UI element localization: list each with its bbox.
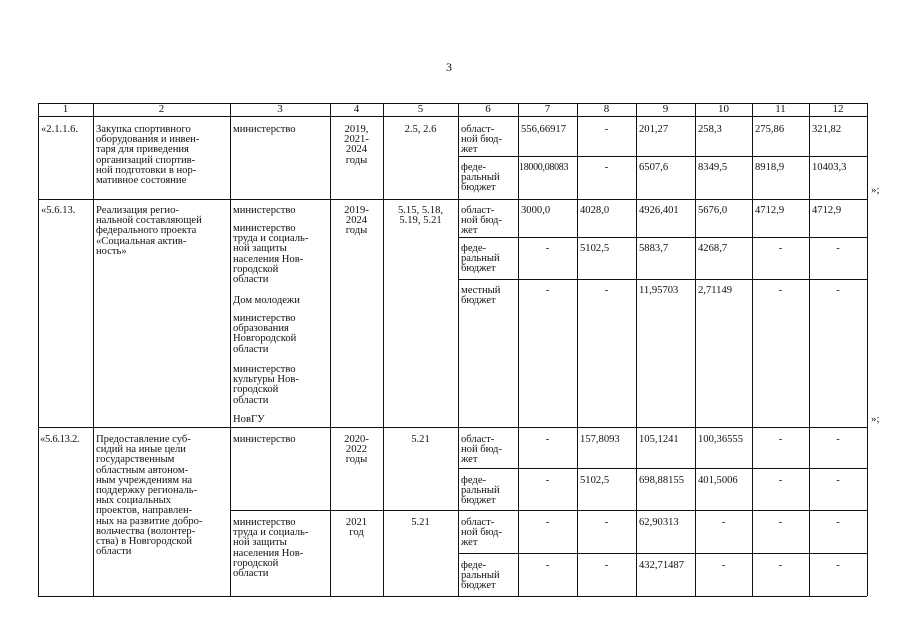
budget-value: -	[778, 517, 783, 528]
budget-value: 105,1241	[639, 434, 679, 445]
col-border	[867, 103, 868, 596]
budget-value: -	[778, 243, 783, 254]
column-header: 8	[603, 103, 610, 115]
budget-value: 8349,5	[698, 162, 728, 173]
row-period: 2020- 2022 годы	[344, 434, 369, 466]
budget-value: 11,95703	[639, 285, 679, 296]
budget-value: 4712,9	[755, 205, 785, 216]
row-code: «5.6.13.2.	[40, 434, 80, 445]
col-border	[636, 103, 637, 596]
budget-source: област- ной бюд- жет	[461, 517, 502, 549]
budget-value: -	[721, 517, 726, 528]
column-header: 1	[62, 103, 69, 115]
budget-value: -	[721, 560, 726, 571]
column-header: 12	[832, 103, 844, 115]
row-divider	[458, 468, 867, 469]
row-executor: министерство образования Новгородской области	[233, 313, 297, 355]
row-targets: 5.21	[411, 517, 430, 528]
row-executor: министерство труда и социаль- ной защиты населения Нов- городской области	[233, 223, 309, 286]
budget-value: 100,36555	[698, 434, 744, 445]
row-divider	[458, 156, 867, 157]
budget-value: 321,82	[812, 124, 842, 135]
row-targets: 2.5, 2.6	[404, 124, 437, 135]
budget-value: 4712,9	[812, 205, 842, 216]
budget-value: 157,8093	[580, 434, 620, 445]
budget-value: -	[836, 475, 840, 486]
row-divider	[38, 199, 867, 200]
budget-value: 432,71487	[639, 560, 685, 571]
budget-source: област- ной бюд- жет	[461, 124, 502, 156]
closing-quote: »;	[871, 413, 880, 425]
row-period: 2021 год	[345, 517, 368, 539]
budget-value: -	[836, 560, 840, 571]
row-targets: 5.21	[411, 434, 430, 445]
budget-value: 18000,08083	[519, 162, 569, 173]
budget-value: 62,90313	[639, 517, 679, 528]
row-executor: министерство	[233, 434, 296, 445]
budget-value: -	[604, 285, 609, 296]
col-border	[38, 103, 39, 596]
budget-value: -	[836, 434, 840, 445]
budget-value: 698,88155	[639, 475, 685, 486]
budget-value: -	[778, 285, 783, 296]
budget-value: -	[604, 162, 609, 173]
budget-source: феде- ральный бюджет	[461, 475, 500, 507]
budget-value: -	[545, 517, 550, 528]
budget-value: -	[604, 517, 609, 528]
budget-source: феде- ральный бюджет	[461, 560, 500, 592]
budget-value: -	[778, 475, 783, 486]
budget-value: -	[836, 285, 840, 296]
budget-value: -	[778, 560, 783, 571]
budget-source: местный бюджет	[461, 285, 501, 307]
budget-value: -	[545, 285, 550, 296]
column-header: 7	[544, 103, 551, 115]
budget-value: 3000,0	[521, 205, 551, 216]
column-header: 11	[775, 103, 786, 115]
row-executor: министерство	[233, 205, 296, 216]
budget-value: -	[604, 560, 609, 571]
row-executor: Дом молодежи	[233, 295, 300, 306]
column-header: 4	[353, 103, 360, 115]
row-name: Реализация регио- нальной составляющей федерального проекта «Социальная актив- ность»	[96, 205, 202, 257]
budget-value: -	[604, 124, 609, 135]
row-code: «2.1.1.6.	[41, 124, 79, 135]
budget-value: 4028,0	[580, 205, 610, 216]
budget-source: област- ной бюд- жет	[461, 205, 502, 237]
budget-value: 5102,5	[580, 475, 610, 486]
column-header: 6	[485, 103, 491, 115]
column-header: 2	[158, 103, 165, 115]
budget-value: 4268,7	[698, 243, 728, 254]
column-header: 3	[277, 103, 283, 115]
row-period: 2019, 2021- 2024 годы	[344, 124, 369, 166]
row-name: Предоставление суб- сидий на иные цели государственным областным автоном- ным учреждениям на поддержку региональ- ных социальных проектов, направлен- ных на развитие добро- вольчества (волонтер- ства) в Новгородской области	[96, 434, 203, 558]
table-border-bottom	[38, 596, 867, 597]
budget-value: 258,3	[698, 124, 722, 135]
column-header: 5	[417, 103, 424, 115]
column-header: 9	[662, 103, 669, 115]
row-name: Закупка спортивного оборудования и инвен- таря для приведения организаций спортив- ной подготовки в нор- мативное состояние	[96, 124, 200, 187]
budget-source: феде- ральный бюджет	[461, 162, 500, 194]
row-period: 2019- 2024 годы	[344, 205, 369, 237]
budget-value: -	[545, 434, 550, 445]
budget-value: 6507,6	[639, 162, 669, 173]
row-executor: НовГУ	[233, 414, 265, 425]
row-divider	[458, 279, 867, 280]
budget-value: 5883,7	[639, 243, 669, 254]
budget-value: -	[836, 517, 840, 528]
col-border	[458, 103, 459, 596]
budget-value: 5676,0	[698, 205, 728, 216]
budget-value: 4926,401	[639, 205, 679, 216]
col-border	[230, 103, 231, 596]
budget-value: 275,86	[755, 124, 785, 135]
budget-value: 8918,9	[755, 162, 785, 173]
budget-source: област- ной бюд- жет	[461, 434, 502, 466]
budget-value: -	[778, 434, 783, 445]
budget-value: 556,66917	[521, 124, 567, 135]
row-divider	[458, 553, 867, 554]
budget-value: 5102,5	[580, 243, 610, 254]
budget-value: 201,27	[639, 124, 669, 135]
row-divider	[38, 427, 867, 428]
row-executor: министерство	[233, 124, 296, 135]
budget-value: -	[545, 560, 550, 571]
budget-source: феде- ральный бюджет	[461, 243, 500, 275]
budget-value: 2,71149	[698, 285, 733, 296]
row-divider	[230, 510, 867, 511]
column-header: 10	[718, 103, 729, 115]
row-executor: министерство труда и социаль- ной защиты населения Нов- городской области	[233, 517, 309, 580]
budget-value: -	[545, 243, 550, 254]
budget-value: -	[836, 243, 840, 254]
budget-value: 10403,3	[812, 162, 847, 173]
row-targets: 5.15, 5.18, 5.19, 5.21	[397, 205, 444, 227]
row-divider	[458, 237, 867, 238]
budget-value: -	[545, 475, 550, 486]
budget-value: 401,5006	[698, 475, 738, 486]
header-row-bottom	[38, 116, 867, 117]
closing-quote: »;	[871, 184, 880, 196]
row-code: «5.6.13.	[41, 205, 76, 216]
page-number: 3	[446, 60, 452, 74]
col-border	[93, 103, 94, 596]
row-executor: министерство культуры Нов- городской области	[233, 364, 299, 406]
